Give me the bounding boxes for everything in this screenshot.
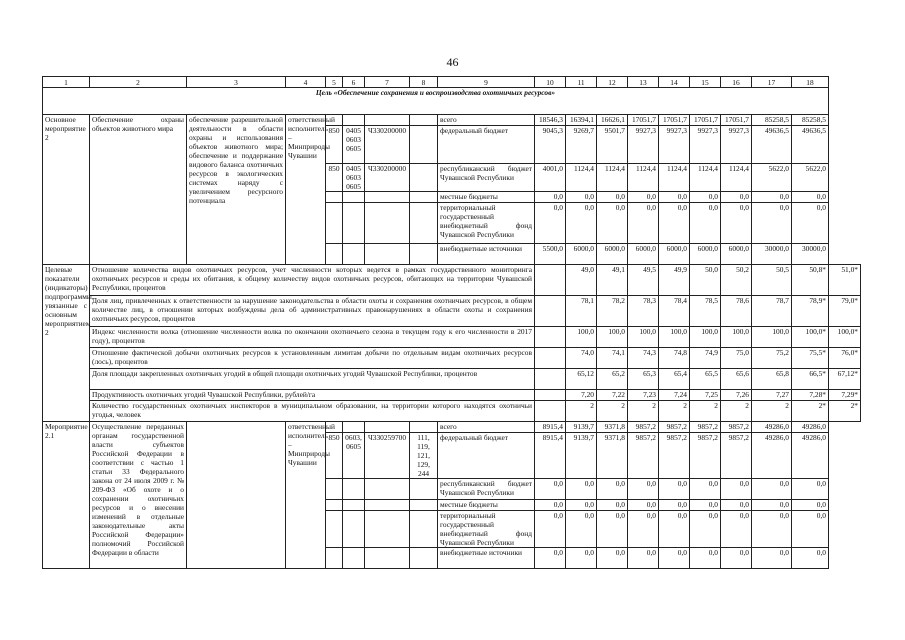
code-c8 (410, 244, 438, 265)
value-cell: 0,0 (535, 500, 566, 511)
value-cell: 0,0 (597, 203, 628, 244)
indicator-text: Индекс численности волка (отношение численности волка по окончании охотничьего сезона в текущем году к его численности в 2017 году), процентов (90, 327, 535, 348)
code-c6 (343, 479, 365, 500)
value-cell: 0,0 (752, 479, 792, 500)
column-number: 5 (326, 77, 343, 88)
value-cell: 0,0 (752, 203, 792, 244)
value-cell: 0,0 (566, 500, 597, 511)
value-cell: 6000,0 (597, 244, 628, 265)
code-c5 (326, 244, 343, 265)
indicator-value: 74,3 (628, 348, 659, 369)
column-number: 13 (628, 77, 659, 88)
indicator-value: 100,0 (752, 327, 792, 348)
value-cell: 0,0 (792, 203, 829, 244)
value-cell: 9269,7 (566, 126, 597, 164)
column-number: 6 (343, 77, 365, 88)
value-cell: 6000,0 (628, 244, 659, 265)
value-cell: 0,0 (659, 203, 690, 244)
indicator-value: 65,5 (690, 369, 721, 390)
indicator-value: 65,6 (721, 369, 752, 390)
code-c5: 850 (326, 126, 343, 164)
value-cell: 9045,3 (535, 126, 566, 164)
indicator-value: 66,5* (792, 369, 829, 390)
indicator-value: 51,0* (829, 265, 861, 296)
indicator-row (43, 401, 861, 422)
indicator-spacer (535, 369, 566, 390)
value-cell: 0,0 (792, 511, 829, 548)
indicator-value: 65,2 (597, 369, 628, 390)
value-cell: 30000,0 (752, 244, 792, 265)
value-cell: 9857,2 (659, 433, 690, 479)
funding-source: внебюджетные источники (438, 548, 535, 569)
indicator-row (43, 327, 861, 348)
indicator-text: Доля площади закрепленных охотничьих угодий в общей площади охотничьих угодий Чувашской Республики, процентов (90, 369, 535, 390)
indicator-value: 78,7 (752, 296, 792, 327)
funding-source: республиканский бюджет Чувашской Республики (438, 164, 535, 192)
value-cell: 17051,7 (659, 115, 690, 126)
value-cell: 9139,7 (566, 433, 597, 479)
value-cell: 0,0 (566, 479, 597, 500)
indicator-spacer (535, 265, 566, 296)
indicator-spacer (535, 390, 566, 401)
value-cell: 1124,4 (659, 164, 690, 192)
indicator-text: Количество государственных охотничьих инспекторов в муниципальном образовании, на территории которого находятся охотничьи угодья, человек (90, 401, 535, 422)
indicator-value: 49,1 (597, 265, 628, 296)
value-cell: 18546,3 (535, 115, 566, 126)
value-cell: 6000,0 (659, 244, 690, 265)
value-cell: 0,0 (628, 203, 659, 244)
code-c5 (326, 203, 343, 244)
code-c5: 850 (326, 164, 343, 192)
indicator-value: 2 (752, 401, 792, 422)
value-cell: 0,0 (628, 192, 659, 203)
value-cell: 9927,3 (628, 126, 659, 164)
code-c7 (365, 115, 410, 126)
column-number: 15 (690, 77, 721, 88)
indicator-text: Отношение фактической добычи охотничьих ресурсов к установленным лимитам добычи по отдельным видам охотничьих ресурсов (лось), процентов (90, 348, 535, 369)
indicator-value: 2 (566, 401, 597, 422)
value-cell: 16394,1 (566, 115, 597, 126)
indicator-value: 7,28* (792, 390, 829, 401)
column-number: 9 (438, 77, 535, 88)
value-cell: 0,0 (597, 511, 628, 548)
value-cell: 0,0 (752, 500, 792, 511)
code-c5 (326, 548, 343, 569)
code-c6 (343, 203, 365, 244)
code-c8 (410, 203, 438, 244)
indicator-spacer (535, 327, 566, 348)
value-cell: 0,0 (721, 479, 752, 500)
code-c7 (365, 511, 410, 548)
value-cell: 16626,1 (597, 115, 628, 126)
value-cell: 0,0 (628, 548, 659, 569)
value-cell: 0,0 (721, 500, 752, 511)
indicator-text: Отношение количества видов охотничьих ресурсов, учет численности которых ведется в рамках государственного мониторинга охотничьих ресурсов и среды их обитания, к общему количеству видов охотничьих ресурсов, обитающих на территории Чувашской Республики, процентов (90, 265, 535, 296)
value-cell: 0,0 (628, 500, 659, 511)
funding-source: местные бюджеты (438, 192, 535, 203)
indicator-value: 78,4 (659, 296, 690, 327)
code-c7 (365, 192, 410, 203)
column-number: 12 (597, 77, 628, 88)
value-cell: 49286,0 (752, 422, 792, 433)
indicator-value: 2 (597, 401, 628, 422)
goal-title: Цель «Обеспечение сохранения и воспроизводства охотничьих ресурсов» (43, 88, 829, 115)
funding-source: федеральный бюджет (438, 126, 535, 164)
indicator-row (43, 265, 861, 296)
value-cell: 9857,2 (721, 422, 752, 433)
finance-row (43, 422, 861, 433)
code-c5 (326, 500, 343, 511)
funding-source: территориальный государственный внебюджетный фонд Чувашской Республики (438, 203, 535, 244)
indicator-value: 2 (628, 401, 659, 422)
column-number: 1 (43, 77, 90, 88)
value-cell: 1124,4 (690, 164, 721, 192)
funding-source: внебюджетные источники (438, 244, 535, 265)
value-cell: 0,0 (597, 479, 628, 500)
code-c8 (410, 500, 438, 511)
indicator-value: 76,0* (829, 348, 861, 369)
event-name: Основное мероприятие 2 (43, 115, 90, 265)
indicator-value: 50,2 (721, 265, 752, 296)
indicator-value: 74,9 (690, 348, 721, 369)
value-cell: 0,0 (752, 511, 792, 548)
value-cell: 0,0 (659, 479, 690, 500)
indicator-value: 75,2 (752, 348, 792, 369)
finance-row (43, 115, 861, 126)
table-body (43, 77, 861, 569)
value-cell: 9857,2 (690, 433, 721, 479)
indicator-value: 2* (829, 401, 861, 422)
event-title: Обеспечение охраны объектов животного мира (90, 115, 187, 265)
indicator-value: 7,24 (659, 390, 690, 401)
value-cell: 85258,5 (792, 115, 829, 126)
value-cell: 0,0 (535, 548, 566, 569)
value-cell: 49286,0 (752, 433, 792, 479)
value-cell: 9371,8 (597, 422, 628, 433)
goal-row (43, 88, 861, 115)
value-cell: 1124,4 (721, 164, 752, 192)
value-cell: 0,0 (721, 192, 752, 203)
code-c6: 0405 0603 0605 (343, 164, 365, 192)
indicator-text: Продуктивность охотничьих угодий Чувашской Республики, рублей/га (90, 390, 535, 401)
funding-source: федеральный бюджет (438, 433, 535, 479)
code-c5 (326, 192, 343, 203)
value-cell: 6000,0 (690, 244, 721, 265)
indicator-value: 49,5 (628, 265, 659, 296)
value-cell: 0,0 (597, 548, 628, 569)
code-c8 (410, 164, 438, 192)
code-c7: Ч330259700 (365, 433, 410, 479)
indicator-value: 50,5 (752, 265, 792, 296)
indicator-value: 50,8* (792, 265, 829, 296)
event-task: обеспечение разрешительной деятельности в области охраны и использования объектов животного мира; обеспечение и поддержание видового баланса охотничьих ресурсов в экологических системах наряду с увеличением ресурсного потенциала (187, 115, 286, 265)
funding-source: республиканский бюджет Чувашской Республики (438, 479, 535, 500)
value-cell: 0,0 (690, 548, 721, 569)
event-task (187, 422, 286, 569)
code-c7 (365, 500, 410, 511)
column-number: 14 (659, 77, 690, 88)
indicator-value: 100,0* (829, 327, 861, 348)
column-number: 4 (286, 77, 326, 88)
value-cell: 0,0 (566, 192, 597, 203)
code-c6 (343, 500, 365, 511)
code-c5 (326, 511, 343, 548)
value-cell: 9927,3 (659, 126, 690, 164)
value-cell: 49286,0 (792, 422, 829, 433)
value-cell: 0,0 (628, 511, 659, 548)
program-table (42, 76, 861, 569)
indicator-spacer (535, 296, 566, 327)
column-number: 18 (792, 77, 829, 88)
value-cell: 0,0 (566, 548, 597, 569)
code-c6: 0603, 0605 (343, 433, 365, 479)
value-cell: 8915,4 (535, 422, 566, 433)
value-cell: 9857,2 (721, 433, 752, 479)
funding-source: территориальный государственный внебюджетный фонд Чувашской Республики (438, 511, 535, 548)
indicator-spacer (535, 401, 566, 422)
indicator-value: 78,3 (628, 296, 659, 327)
funding-source: всего (438, 115, 535, 126)
indicator-row (43, 369, 861, 390)
indicator-value: 7,23 (628, 390, 659, 401)
indicator-value: 78,6 (721, 296, 752, 327)
responsible: ответственный исполнитель – Минприроды Чувашии (286, 115, 326, 265)
indicator-value: 2* (792, 401, 829, 422)
value-cell: 0,0 (597, 500, 628, 511)
value-cell: 0,0 (792, 548, 829, 569)
value-cell: 5500,0 (535, 244, 566, 265)
value-cell: 0,0 (659, 192, 690, 203)
column-number: 11 (566, 77, 597, 88)
value-cell: 9927,3 (721, 126, 752, 164)
value-cell: 0,0 (535, 192, 566, 203)
indicator-value: 65,8 (752, 369, 792, 390)
code-c8 (410, 548, 438, 569)
value-cell: 1124,4 (597, 164, 628, 192)
value-cell: 0,0 (535, 511, 566, 548)
value-cell: 0,0 (690, 203, 721, 244)
indicator-value: 7,22 (597, 390, 628, 401)
value-cell: 0,0 (597, 192, 628, 203)
code-c8 (410, 115, 438, 126)
indicator-value: 49,0 (566, 265, 597, 296)
value-cell: 0,0 (752, 192, 792, 203)
value-cell: 17051,7 (628, 115, 659, 126)
indicator-value: 74,8 (659, 348, 690, 369)
column-number-row (43, 77, 861, 88)
column-number: 2 (90, 77, 187, 88)
value-cell: 0,0 (566, 203, 597, 244)
indicator-row (43, 296, 861, 327)
indicator-value: 7,27 (752, 390, 792, 401)
indicator-value: 7,29* (829, 390, 861, 401)
code-c7 (365, 422, 410, 433)
value-cell: 0,0 (535, 203, 566, 244)
value-cell: 9857,2 (628, 422, 659, 433)
value-cell: 0,0 (566, 511, 597, 548)
value-cell: 0,0 (659, 500, 690, 511)
value-cell: 0,0 (721, 203, 752, 244)
value-cell: 0,0 (535, 479, 566, 500)
indicator-row (43, 390, 861, 401)
indicator-value: 2 (721, 401, 752, 422)
code-c6 (343, 422, 365, 433)
value-cell: 0,0 (690, 511, 721, 548)
indicator-row (43, 348, 861, 369)
indicator-value: 65,12 (566, 369, 597, 390)
code-c8: 111, 119, 121, 129, 244 (410, 433, 438, 479)
value-cell: 0,0 (792, 479, 829, 500)
column-number: 8 (410, 77, 438, 88)
code-c7 (365, 479, 410, 500)
value-cell: 9927,3 (690, 126, 721, 164)
code-c7 (365, 244, 410, 265)
value-cell: 9857,2 (628, 433, 659, 479)
value-cell: 5622,0 (752, 164, 792, 192)
column-number: 17 (752, 77, 792, 88)
code-c8 (410, 479, 438, 500)
indicator-value: 7,25 (690, 390, 721, 401)
value-cell: 6000,0 (721, 244, 752, 265)
code-c6 (343, 244, 365, 265)
indicator-value: 100,0 (690, 327, 721, 348)
indicator-value: 2 (659, 401, 690, 422)
value-cell: 0,0 (628, 479, 659, 500)
value-cell: 85258,5 (752, 115, 792, 126)
code-c8 (410, 126, 438, 164)
indicator-value: 65,3 (628, 369, 659, 390)
indicator-value: 2 (690, 401, 721, 422)
value-cell: 9857,2 (690, 422, 721, 433)
column-number: 10 (535, 77, 566, 88)
indicator-value: 78,5 (690, 296, 721, 327)
indicators-label: Целевые показатели (индикаторы) подпрограммы, увязанные с основным мероприятием 2 (43, 265, 90, 422)
value-cell: 0,0 (721, 548, 752, 569)
indicator-value: 78,2 (597, 296, 628, 327)
indicator-value: 100,0 (566, 327, 597, 348)
value-cell: 0,0 (659, 511, 690, 548)
value-cell: 9139,7 (566, 422, 597, 433)
value-cell: 5622,0 (792, 164, 829, 192)
code-c7 (365, 203, 410, 244)
code-c8 (410, 192, 438, 203)
value-cell: 0,0 (690, 500, 721, 511)
value-cell: 0,0 (752, 548, 792, 569)
value-cell: 0,0 (792, 192, 829, 203)
column-number: 3 (187, 77, 286, 88)
value-cell: 6000,0 (566, 244, 597, 265)
column-number: 16 (721, 77, 752, 88)
indicator-value: 100,0* (792, 327, 829, 348)
code-c6: 0405 0603 0605 (343, 126, 365, 164)
indicator-value: 74,1 (597, 348, 628, 369)
indicator-value: 74,0 (566, 348, 597, 369)
code-c7: Ч330200000 (365, 164, 410, 192)
event-name: Мероприятие 2.1 (43, 422, 90, 569)
value-cell: 17051,7 (721, 115, 752, 126)
value-cell: 0,0 (721, 511, 752, 548)
code-c7 (365, 548, 410, 569)
value-cell: 4001,0 (535, 164, 566, 192)
value-cell: 9371,8 (597, 433, 628, 479)
value-cell: 1124,4 (566, 164, 597, 192)
code-c6 (343, 115, 365, 126)
indicator-value: 78,9* (792, 296, 829, 327)
code-c5: 850 (326, 433, 343, 479)
column-number: 7 (365, 77, 410, 88)
value-cell: 30000,0 (792, 244, 829, 265)
indicator-spacer (535, 348, 566, 369)
indicator-value: 75,0 (721, 348, 752, 369)
indicator-value: 7,26 (721, 390, 752, 401)
funding-source: местные бюджеты (438, 500, 535, 511)
indicator-value: 49,9 (659, 265, 690, 296)
indicator-text: Доля лиц, привлеченных к ответственности за нарушение законодательства в области охоты и сохранения охотничьих ресурсов, в общем количестве лиц, в отношении которых возбуждены дела об административных правонарушениях в области охоты и сохранения охотничьих ресурсов, процентов (90, 296, 535, 327)
responsible: ответственный исполнитель – Минприроды Чувашии (286, 422, 326, 569)
indicator-value: 50,0 (690, 265, 721, 296)
value-cell: 0,0 (690, 479, 721, 500)
indicator-value: 75,5* (792, 348, 829, 369)
value-cell: 49286,0 (792, 433, 829, 479)
code-c5 (326, 479, 343, 500)
indicator-value: 67,12* (829, 369, 861, 390)
value-cell: 49636,5 (752, 126, 792, 164)
value-cell: 9857,2 (659, 422, 690, 433)
page-number: 46 (446, 55, 459, 69)
value-cell: 0,0 (792, 500, 829, 511)
code-c6 (343, 511, 365, 548)
indicator-value: 100,0 (628, 327, 659, 348)
indicator-value: 100,0 (659, 327, 690, 348)
indicator-value: 7,20 (566, 390, 597, 401)
value-cell: 9501,7 (597, 126, 628, 164)
funding-source: всего (438, 422, 535, 433)
value-cell: 0,0 (659, 548, 690, 569)
value-cell: 0,0 (690, 192, 721, 203)
value-cell: 1124,4 (628, 164, 659, 192)
code-c6 (343, 548, 365, 569)
code-c7: Ч330200000 (365, 126, 410, 164)
value-cell: 17051,7 (690, 115, 721, 126)
code-c8 (410, 422, 438, 433)
indicator-value: 100,0 (721, 327, 752, 348)
indicator-value: 65,4 (659, 369, 690, 390)
event-title: Осуществление переданных органам государственной власти субъектов Российской Федерации в соответствии с частью 1 статьи 33 Федерального закона от 24 июля 2009 г. № 209-ФЗ «Об охоте и о сохранении охотничьих ресурсов и о внесении изменений в отдельные законодательные акты Российской Федерации» полномочий Российской Федерации в области (90, 422, 187, 569)
indicator-value: 100,0 (597, 327, 628, 348)
code-c6 (343, 192, 365, 203)
indicator-value: 78,1 (566, 296, 597, 327)
value-cell: 8915,4 (535, 433, 566, 479)
indicator-value: 79,0* (829, 296, 861, 327)
value-cell: 49636,5 (792, 126, 829, 164)
code-c8 (410, 511, 438, 548)
